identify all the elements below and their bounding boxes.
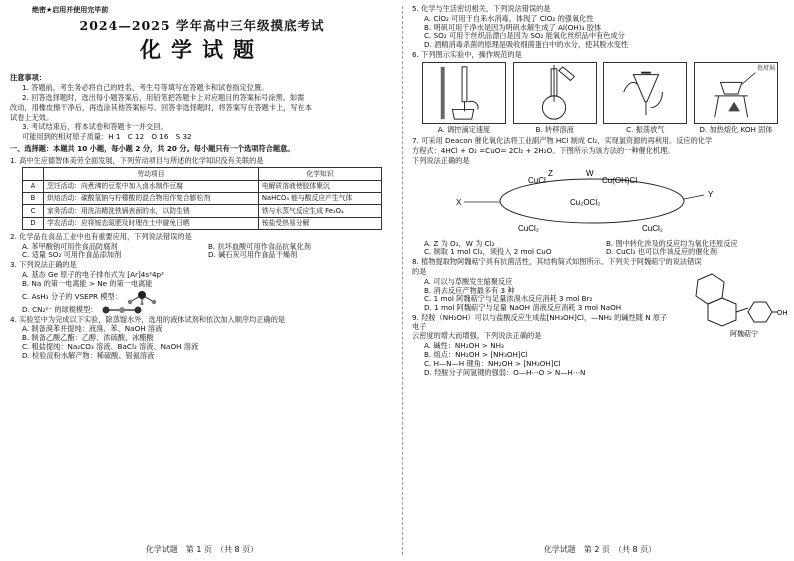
page-1	[10, 4, 394, 557]
table-cell: B	[23, 192, 44, 204]
table-cell: 电解质溶液使胶体聚沉	[258, 180, 381, 192]
option-b: B. 转移溶液	[535, 124, 574, 134]
option-d: D. 羟胺分子间氢键的强弱：O—H⋯O > N—H⋯N	[424, 367, 586, 377]
option-c-row	[10, 289, 394, 305]
vsepr-model-icon	[124, 289, 160, 305]
label-cucl2-left: CuCl₂	[518, 223, 539, 233]
notice-line: 改动，用橡皮擦干净后，再选涂其他答案标号。回答非选择题时，将答案写在答题卡上，写在本	[10, 102, 312, 112]
table-header: 劳动项目	[44, 168, 259, 180]
question-6-stem: 6. 下列图示实验中，操作规范的是	[412, 49, 522, 59]
table-row	[23, 180, 382, 192]
option-a: A. 苯甲酸钠可用作食品防腐剂	[22, 241, 118, 251]
option-row	[10, 251, 394, 260]
option-a: A. 调控滴定速度	[437, 124, 491, 134]
option-c: C. 制取 1 mol Cl₂，须投入 2 mol CuO	[424, 247, 552, 257]
crucible-label: 瓷坩埚	[756, 64, 775, 72]
burette-figure	[422, 62, 506, 124]
separatory-funnel-figure	[603, 62, 687, 124]
option-a: A. 碱性：NH₂OH > NH₃	[424, 341, 504, 351]
table-cell: C	[23, 205, 44, 217]
table-cell: NaHCO₃ 能与酸反应产生气体	[258, 192, 381, 204]
volumetric-flask-figure	[513, 62, 597, 124]
option-c: C. 适量 SO₂ 可用作食品添加剂	[22, 250, 122, 260]
apparatus-labels	[412, 126, 788, 135]
notice-heading: 注意事项：	[10, 73, 46, 83]
catalytic-cycle-diagram	[442, 169, 742, 235]
question-7-equation: 方程式：4HCl + O₂ =CuO= 2Cl₂ + 2H₂O。下图所示为该方法的一种催化机理。	[412, 146, 675, 156]
label-z: Z	[548, 168, 553, 178]
page-footer: 化学试题 第 1 页 （共 8 页）	[145, 545, 259, 555]
option-a: A. 可以与草酸发生缩聚反应	[424, 276, 513, 286]
option-d-row	[10, 305, 394, 315]
question-5-stem: 5. 化学与生活密切相关，下列说法错误的是	[412, 4, 551, 13]
label-cu2ocl2: Cu₂OCl₂	[570, 197, 601, 207]
exam-title: 2024—2025 学年高中三年级摸底考试	[79, 17, 325, 33]
page-footer: 化学试题 第 2 页 （共 8 页）	[543, 545, 657, 555]
option-c: C. SO₂ 可用于丝织品漂白是因为 SO₂ 能氧化丝织品中有色成分	[424, 31, 625, 41]
subject-title: 化学试题	[140, 36, 264, 62]
apparatus-figures	[412, 62, 788, 124]
volumetric-flask-icon	[514, 63, 596, 123]
notice-line: 2. 回答选择题时，选出每小题答案后，用铅笔把答题卡上对应题目的答案标号涂黑。如需	[22, 92, 305, 102]
label-cuohcl: Cu(OH)Cl	[602, 175, 638, 185]
option-a: A. 制备溴苯并提纯：液溴、苯、NaOH 溶液	[22, 324, 163, 334]
option-d: D. 检验淀粉水解产物：稀硫酸、银氨溶液	[22, 350, 155, 360]
secret-mark: 绝密★启用并使用完毕前	[32, 6, 109, 14]
table-row	[23, 217, 382, 229]
question-4-stem: 4. 实验室中为完成以下实验，除蒸馏水外，选用的液体试剂和依次加入顺序均正确的是	[10, 314, 286, 324]
table-cell: D	[23, 217, 44, 229]
burette-icon	[423, 63, 505, 123]
option-b: B. 抗坏血酸可用作食品抗氧化剂	[208, 241, 311, 251]
question-9-stem: 9. 羟胺（NH₂OH）可以与盐酸反应生成盐[NH₃OH]Cl，—NH₂ 的碱性随 N 原子电子	[412, 312, 668, 331]
option-b: B. 图中转化涉及的反应均为氧化还原反应	[606, 238, 738, 248]
separatory-funnel-icon	[604, 63, 686, 123]
option-d: D. 加热熔化 KOH 固体	[699, 124, 773, 134]
molecule-structure	[678, 268, 788, 338]
table-cell: 学农活动：应将铵态氮肥及时埋在土中避免日晒	[44, 217, 259, 229]
question-3-stem: 3. 下列说法正确的是	[10, 260, 77, 270]
question-9-stem-cont: 云密度的增大而增强，下列说法正确的是	[412, 331, 542, 341]
option-a: A. 基态 Ge 原子的电子排布式为 [Ar]4s²4p²	[22, 269, 164, 279]
option-c: C. 振荡放气	[626, 124, 665, 134]
question-8-stem-tail: 的是	[412, 266, 427, 276]
option-a: A. ClO₂ 可用于自来水消毒，体现了 ClO₂ 的强氧化性	[424, 13, 594, 23]
table-cell: 家务活动：用洗洁精洗铁锅表面的水，以防生锈	[44, 205, 259, 217]
option-b: B. Na 的第一电离能 > Ne 的第一电离能	[22, 278, 153, 288]
table-cell: 烘焙活动：碳酸氢钠与柠檬酸的混合物用作复合膨松剂	[44, 192, 259, 204]
notice-line: 试卷上无效。	[10, 112, 54, 122]
molecule-name: 阿魏萜宁	[730, 330, 758, 338]
label-cucl2-right: CuCl₂	[642, 223, 663, 233]
notice-line: 1. 答题前，考生务必将自己的姓名、考生号等填写在答题卡和试卷指定位置。	[22, 83, 269, 93]
table-cell: 铁与水蒸气反应生成 Fe₃O₄	[258, 205, 381, 217]
table-cell: A	[23, 180, 44, 192]
question-7-prompt: 下列说法正确的是	[412, 156, 470, 166]
label-cucl: CuCl	[528, 175, 546, 185]
option-d: D. 酒精消毒杀菌的原理是吸收细菌蛋白中的水分，使其脱水变性	[424, 40, 629, 50]
notice-block	[10, 74, 394, 141]
option-c: C. AsH₃ 分子的 VSEPR 模型：	[22, 291, 122, 301]
notice-line: 3. 考试结束后，将本试卷和答题卡一并交回。	[22, 122, 168, 132]
crucible-figure	[694, 62, 778, 124]
option-b: B. 制备乙酸乙酯：乙醇、浓硫酸、冰醋酸	[22, 333, 154, 343]
label-w: W	[586, 168, 594, 178]
option-row	[412, 248, 788, 257]
table-header: 化学知识	[258, 168, 381, 180]
option-b: B. 熔点：NH₂OH > [NH₃OH]Cl	[424, 349, 528, 359]
question-7-stem: 7. 可采用 Deacon 催化氧化法将工业副产物 HCl 制成 Cl₂，实现氯资源的再利用。反应的化学	[412, 136, 713, 146]
option-d: D. 1 mol 阿魏萜宁与足量 NaOH 溶液反应消耗 3 mol NaOH	[424, 303, 622, 313]
table-cell: 烹饪活动：向煮沸的豆浆中加入卤水制作豆腐	[44, 180, 259, 192]
table-row	[23, 205, 382, 217]
option-b: B. 消去反应产物最多有 3 种	[424, 285, 515, 295]
table-header-row	[23, 168, 382, 180]
table-row	[23, 192, 382, 204]
option-a: A. Z 为 O₂，W 为 Cl₂	[424, 238, 495, 248]
question-2-stem: 2. 化学品在食品工业中也有重要应用，下列说法错误的是	[10, 231, 192, 241]
option-c: C. H—N—H 键角：NH₂OH > [NH₃OH]Cl	[424, 358, 561, 368]
option-d: D. 碱石灰可用作食品干燥剂	[208, 250, 298, 260]
option-c: C. 1 mol 阿魏萜宁与足量浓溴水反应消耗 3 mol Br₂	[424, 294, 593, 304]
label-y: Y	[708, 189, 714, 199]
label-x: X	[456, 197, 462, 207]
table-header	[23, 168, 44, 180]
table-cell: 铵盐受热易分解	[258, 217, 381, 229]
option-b: B. 明矾可用于净水是因为明矾水解生成了 Al(OH)₃ 胶体	[424, 22, 602, 32]
labor-table	[22, 167, 382, 229]
option-d: D. CuCl₂ 也可以作该反应的催化剂	[606, 247, 717, 257]
ball-stick-model-icon	[100, 305, 144, 315]
notice-line: 可能用到的相对原子质量：H 1 C 12 O 16 S 32	[22, 132, 192, 142]
section-heading: 一、选择题：本题共 10 小题，每小题 2 分，共 20 分。每小题只有一个选项符合题意。	[10, 143, 295, 153]
option-d: D. CN₂²⁻ 的球棍模型：	[22, 304, 98, 314]
question-8-stem: 8. 植物提取物阿魏萜宁具有抗菌活性，其结构简式如图所示。下列关于阿魏萜宁的说法错误	[412, 257, 702, 267]
page-divider	[402, 6, 403, 555]
question-1-stem: 1. 高中生应德智体美劳全面发展，下列劳动项目与所述的化学知识没有关联的是	[10, 155, 264, 165]
option-c: C. 粗盐提纯：Na₂CO₃ 溶液、BaCl₂ 溶液、NaOH 溶液	[22, 341, 199, 351]
page-2	[412, 4, 788, 557]
hydroxyl-label: OH	[777, 309, 788, 317]
